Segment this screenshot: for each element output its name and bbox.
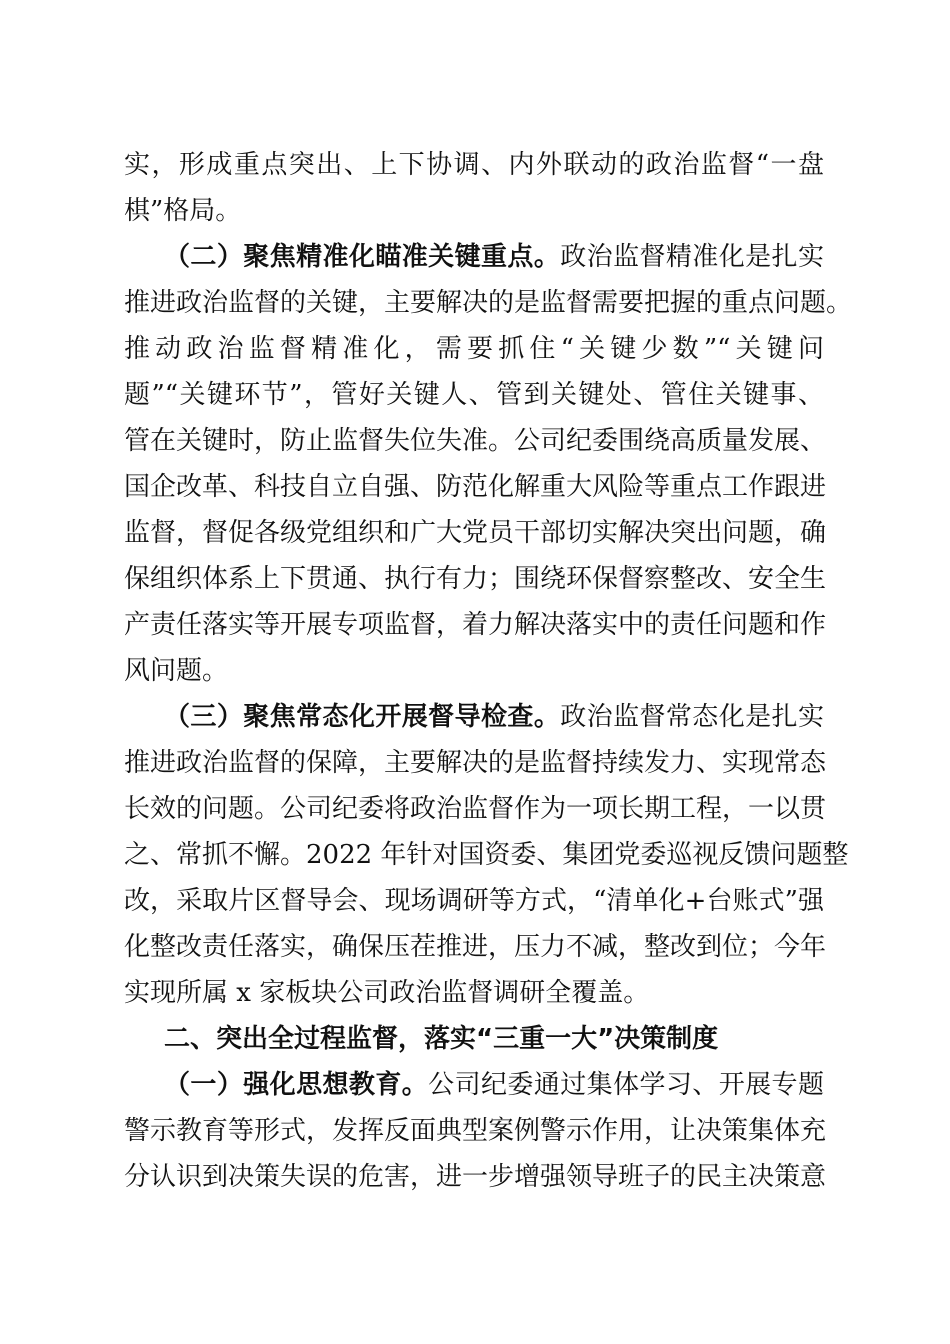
paragraph-line: 棋”格局。 <box>124 196 242 226</box>
paragraph-line: 保组织体系上下贯通、执行有力；围绕环保督察整改、安全生 <box>124 564 827 594</box>
paragraph-line: 实，形成重点突出、上下协调、内外联动的政治监督“一盘 <box>124 150 824 180</box>
paragraph-line: 国企改革、科技自立自强、防范化解重大风险等重点工作跟进 <box>124 472 827 502</box>
paragraph-first-line <box>164 1068 824 1102</box>
paragraph-line: 改，采取片区督导会、现场调研等方式，“清单化+台账式”强 <box>124 886 824 916</box>
paragraph-text: 政治监督精准化是扎实 <box>560 242 824 272</box>
paragraph-line: 分认识到决策失误的危害，进一步增强领导班子的民主决策意 <box>124 1162 827 1192</box>
paragraph-line: 题”“关键环节”，管好关键人、管到关键处、管住关键事、 <box>124 380 824 410</box>
paragraph-line: 警示教育等形式，发挥反面典型案例警示作用，让决策集体充 <box>124 1116 827 1146</box>
section-heading: 二、突出全过程监督，落实“三重一大”决策制度 <box>164 1024 719 1054</box>
paragraph-line: 管在关键时，防止监督失位失准。公司纪委围绕高质量发展、 <box>124 426 827 456</box>
paragraph-line: 之、常抓不懈。2022 年针对国资委、集团党委巡视反馈问题整 <box>124 840 849 870</box>
paragraph-line: 产责任落实等开展专项监督，着力解决落实中的责任问题和作 <box>124 610 827 640</box>
paragraph-line: 推进政治监督的保障，主要解决的是监督持续发力、实现常态 <box>124 748 827 778</box>
paragraph-lead: （一）强化思想教育。 <box>164 1070 429 1100</box>
paragraph-line: 化整改责任落实，确保压茬推进，压力不减，整改到位；今年 <box>124 932 827 962</box>
paragraph-line: 风问题。 <box>124 656 229 686</box>
paragraph-line: 监督，督促各级党组织和广大党员干部切实解决突出问题，确 <box>124 518 827 548</box>
paragraph-text: 政治监督常态化是扎实 <box>560 702 824 732</box>
paragraph-line: 推进政治监督的关键，主要解决的是监督需要把握的重点问题。 <box>124 288 853 318</box>
paragraph-text: 公司纪委通过集体学习、开展专题 <box>428 1070 824 1100</box>
paragraph-lead: （二）聚焦精准化瞄准关键重点。 <box>164 242 561 272</box>
paragraph-line: 实现所属 x 家板块公司政治监督调研全覆盖。 <box>124 978 650 1008</box>
paragraph-first-line <box>164 700 824 734</box>
paragraph-line: 推动政治监督精准化，需要抓住“关键少数”“关键问 <box>124 334 824 364</box>
paragraph-first-line <box>164 240 824 274</box>
paragraph-lead: （三）聚焦常态化开展督导检查。 <box>164 702 561 732</box>
paragraph-line: 长效的问题。公司纪委将政治监督作为一项长期工程，一以贯 <box>124 794 827 824</box>
